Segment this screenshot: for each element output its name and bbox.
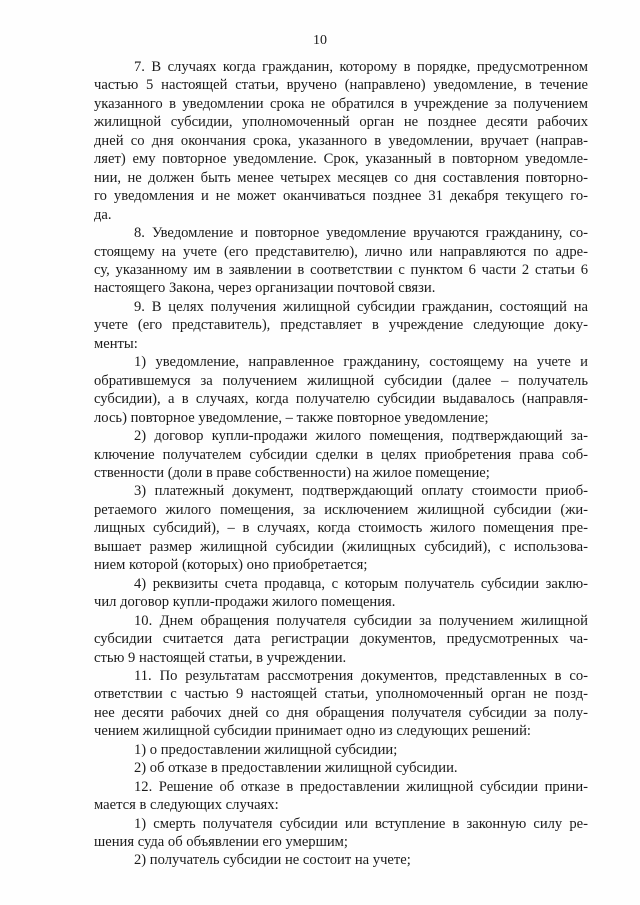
text-line: мается в следующих случаях: xyxy=(94,797,279,814)
text-line: су, указанному им в заявлении в соответствии с пунктом 6 части 2 статьи 6 xyxy=(94,261,588,278)
text-line: 10. Днем обращения получателя субсидии за получением жилищной xyxy=(134,612,588,629)
text-line: обратившемуся за получением жилищной субсидии (далее – получатель xyxy=(94,372,588,389)
text-line: менты: xyxy=(94,335,138,352)
text-line: ственности (доли в праве собственности) на жилое помещение; xyxy=(94,464,490,481)
text-line: 11. По результатам рассмотрения документов, представленных в со- xyxy=(134,667,588,684)
text-line: нее десяти рабочих дней со дня обращения получателя субсидии за полу- xyxy=(94,704,588,721)
text-line: чил договор купли-продажи жилого помещения. xyxy=(94,594,396,611)
text-line: 2) об отказе в предоставлении жилищной субсидии. xyxy=(134,760,458,777)
text-line: 2) договор купли-продажи жилого помещения, подтверждающий за- xyxy=(134,428,588,445)
text-line: чением жилищной субсидии принимает одно из следующих решений: xyxy=(94,723,531,740)
text-line: учете (его представитель), представляет в учреждение следующие доку- xyxy=(94,317,588,334)
document-body xyxy=(94,58,588,870)
page-number: 10 xyxy=(313,33,327,48)
text-line: 7. В случаях когда гражданин, которому в порядке, предусмотренном xyxy=(134,59,588,75)
text-line: стоящему на учете (его представителю), лично или направляются по адре- xyxy=(94,243,588,260)
text-line: 1) о предоставлении жилищной субсидии; xyxy=(134,741,398,758)
text-line: частью 5 настоящей статьи, вручено (направлено) уведомление, в течение xyxy=(94,77,588,94)
text-line: 1) смерть получателя субсидии или вступление в законную силу ре- xyxy=(134,815,588,832)
text-line: нием которой (которых) оно приобретается; xyxy=(94,557,368,574)
text-line: ляет) ему повторное уведомление. Срок, указанный в повторном уведомле- xyxy=(94,151,588,168)
text-line: субсидии), а в случаях, когда получателю субсидии выдавалось (направля- xyxy=(94,391,588,408)
text-line: субсидии считается дата регистрации документов, предусмотренных ча- xyxy=(94,631,588,648)
text-line: дней со дня окончания срока, указанного в уведомлении, вручает (направ- xyxy=(94,132,588,149)
text-line: лось) повторное уведомление, – также повторное уведомление; xyxy=(94,409,489,426)
text-line: ключение получателем субсидии сделки в целях приобретения права соб- xyxy=(94,446,588,463)
text-line: да. xyxy=(94,206,112,223)
text-line: вышает размер жилищной субсидии (жилищных субсидий), с использова- xyxy=(94,538,588,555)
text-line: 3) платежный документ, подтверждающий оплату стоимости приоб- xyxy=(134,483,588,500)
text-line: ответствии с частью 9 настоящей статьи, уполномоченный орган не позд- xyxy=(94,686,588,703)
text-line: стью 9 настоящей статьи, в учреждении. xyxy=(94,649,347,666)
text-line: 9. В целях получения жилищной субсидии гражданин, состоящий на xyxy=(134,298,588,315)
text-line: 1) уведомление, направленное гражданину, состоящему на учете и xyxy=(134,354,588,371)
text-line: жилищной субсидии, уполномоченный орган не позднее десяти рабочих xyxy=(94,114,588,131)
text-line: 2) получатель субсидии не состоит на учете; xyxy=(134,852,411,869)
text-line: го уведомления и не может оканчиваться позднее 31 декабря текущего го- xyxy=(94,188,588,205)
text-line: ретаемого жилого помещения, за исключением жилищной субсидии (жи- xyxy=(94,501,588,518)
text-line: указанного в уведомлении срока не обратился в учреждение за получением xyxy=(94,95,588,112)
text-line: лищных субсидий), – в случаях, когда стоимость жилого помещения пре- xyxy=(94,520,588,537)
text-line: нии, не должен быть менее четырех месяцев со дня составления повторно- xyxy=(94,169,588,186)
text-line: шения суда об объявлении его умершим; xyxy=(94,834,348,851)
text-line: настоящего Закона, через организации почтовой связи. xyxy=(94,280,436,297)
text-line: 4) реквизиты счета продавца, с которым получатель субсидии заклю- xyxy=(134,575,588,592)
text-line: 12. Решение об отказе в предоставлении жилищной субсидии прини- xyxy=(134,778,588,795)
text-line: 8. Уведомление и повторное уведомление вручаются гражданину, со- xyxy=(134,225,588,242)
